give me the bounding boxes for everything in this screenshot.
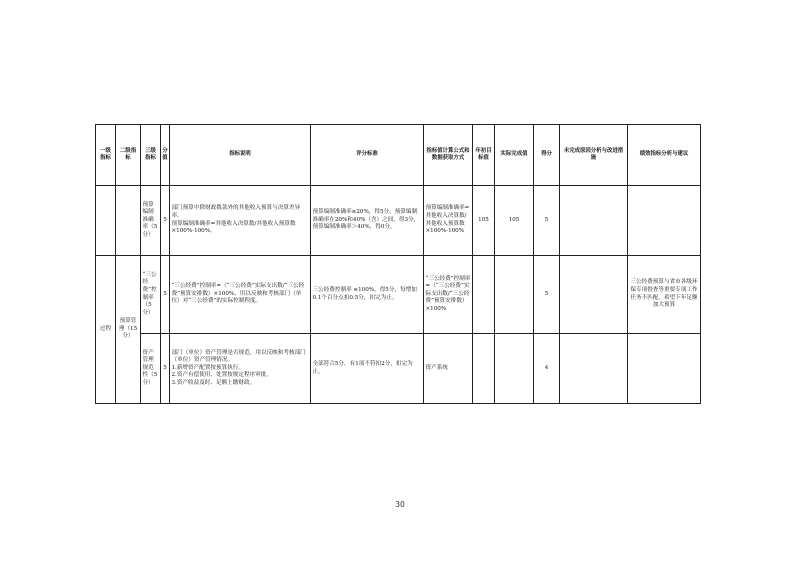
advice-cell: 三公经费预算与省市各级环保专项督查等重要专项工作任务不匹配，希望下年足额加大预算	[628, 256, 701, 334]
header-level1: 一级指标	[96, 125, 116, 186]
score-cell: 5	[534, 186, 560, 256]
level3-cell: “三公经费”控制率（5分）	[141, 256, 161, 334]
actual-cell	[495, 334, 534, 404]
score-value-cell: 5	[161, 186, 170, 256]
header-score: 得分	[534, 125, 560, 186]
level2-cell: 预算管理（15分）	[116, 256, 141, 404]
empty-cell	[116, 186, 141, 256]
score-cell: 4	[534, 334, 560, 404]
header-level2: 二级指标	[116, 125, 141, 186]
page-number: 30	[395, 500, 405, 509]
level3-cell: 预算编制准确率（5分）	[141, 186, 161, 256]
formula-cell: “三公经费”控制率=（“三公经费”实际支出数/“三公经费”预算安排数）×100%	[424, 256, 473, 334]
table-row	[96, 334, 701, 404]
score-cell: 5	[534, 256, 560, 334]
score-value-cell: 5	[161, 256, 170, 334]
header-formula: 指标值计算公式和数据获取方式	[424, 125, 473, 186]
formula-cell: 资产系统	[424, 334, 473, 404]
header-actual: 实际完成值	[495, 125, 534, 186]
table-row	[96, 256, 701, 334]
header-criteria: 评分标准	[311, 125, 424, 186]
reason-cell	[560, 334, 628, 404]
description-cell: “三公经费”控制率=（“三公经费”实际支出数/“三公经费”预算安排数）×100%，用以反映和考核部门（单位）对“三公经费”的实际控制程度。	[170, 256, 311, 334]
target-cell	[473, 334, 495, 404]
header-reason: 未完成原因分析与改进措施	[560, 125, 628, 186]
header-advice: 绩效指标分析与建议	[628, 125, 701, 186]
criteria-cell: 预算编制准确率≤20%，得5分，预算编制准确率在20%和40%（含）之间，得3分，预算编制准确率＞40%，得0分。	[311, 186, 424, 256]
header-score-value: 分值	[161, 125, 170, 186]
reason-cell	[560, 186, 628, 256]
criteria-cell: 全部符合5分，有1项不符扣2分，扣完为止。	[311, 334, 424, 404]
formula-cell: 预算编制准确率=其他收入决算数/其他收入预算数×100%-100%	[424, 186, 473, 256]
reason-cell	[560, 256, 628, 334]
description-cell: 部门预算中除财政拨款外的其他收入预算与决算差异率。 预算编制准确率=其他收入决算数/其他收入预算数×100%-100%。	[170, 186, 311, 256]
target-cell	[473, 256, 495, 334]
header-level3: 三级指标	[141, 125, 161, 186]
table-row	[96, 186, 701, 256]
advice-cell	[628, 334, 701, 404]
criteria-cell: 三公经费控制率 ≤100%，得5分，每增加0.1个百分点扣0.5分，扣完为止。	[311, 256, 424, 334]
description-cell: 部门（单位）资产管理是否规范，用以反映和考核部门（单位）资产管理情况。 1.新增资产配置按预算执行。 2.资产有偿使用、处置按规定程序审批。 3.资产收益及时、足额上缴财政。	[170, 334, 311, 404]
score-value-cell: 5	[161, 334, 170, 404]
actual-cell	[495, 256, 534, 334]
actual-cell: 105	[495, 186, 534, 256]
table-header-row	[96, 125, 701, 186]
target-cell: 105	[473, 186, 495, 256]
advice-cell	[628, 186, 701, 256]
level3-cell: 资产管理规范性（5分）	[141, 334, 161, 404]
empty-cell	[96, 186, 116, 256]
header-target: 年初目标值	[473, 125, 495, 186]
level1-cell: 过程	[96, 256, 116, 404]
performance-table	[95, 124, 701, 404]
header-description: 指标说明	[170, 125, 311, 186]
